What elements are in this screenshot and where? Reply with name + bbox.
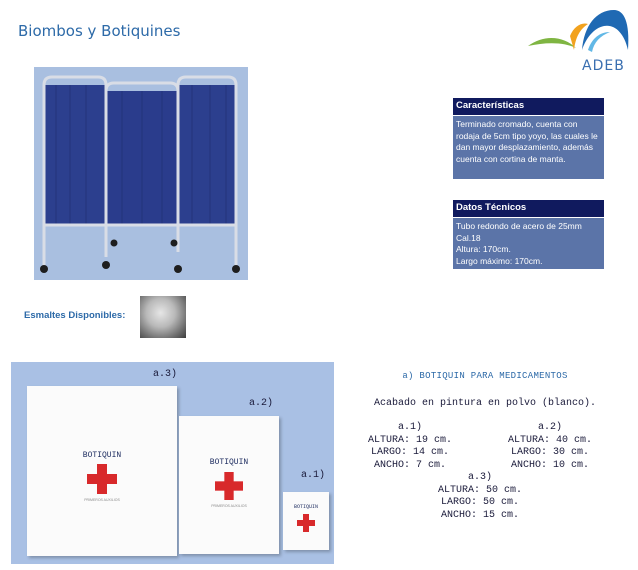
red-cross-icon: [297, 514, 315, 532]
spec-a2-largo: LARGO: 30 cm.: [510, 447, 589, 458]
kit-medium-label: BOTIQUIN: [209, 458, 249, 467]
chrome-swatch: [140, 296, 186, 338]
page-title: Biombos y Botiquines: [18, 22, 181, 40]
spec-finish: Acabado en pintura en polvo (blanco).: [373, 398, 597, 409]
logo-blue-swoosh: [582, 10, 628, 50]
datos-line: Altura: 170cm.: [456, 244, 511, 254]
datos-tecnicos-title: Datos Técnicos: [453, 200, 604, 218]
curtain-left: [44, 85, 106, 225]
red-cross-icon: [215, 472, 243, 500]
kit-medium: [179, 416, 279, 554]
spec-a2-altura: ALTURA: 40 cm.: [507, 434, 592, 446]
kit-tag-a2: a.2): [249, 398, 274, 409]
spec-heading: a) BOTIQUIN PARA MEDICAMENTOS: [402, 371, 568, 381]
logo-text: ADEB: [582, 58, 625, 74]
kit-large-sub: PRIMEROS AUXILIOS: [84, 498, 120, 502]
datos-line: Largo máximo: 170cm.: [456, 255, 543, 266]
esmaltes-label: Esmaltes Disponibles:: [24, 310, 126, 321]
spec-a2-ancho: ANCHO: 10 cm.: [510, 459, 589, 471]
kit-large-label: BOTIQUIN: [82, 451, 122, 460]
caracteristicas-title: Características: [453, 98, 604, 116]
spec-a2-tag: a.2): [537, 422, 562, 433]
folding-screen-illustration: [34, 67, 248, 280]
spec-a1-largo: LARGO: 14 cm.: [370, 447, 449, 458]
spec-a2: [490, 422, 610, 472]
spec-a3: [420, 472, 540, 522]
spec-a3-largo: LARGO: 50 cm.: [440, 497, 519, 508]
kit-tag-a3: a.3): [153, 369, 178, 380]
caracteristicas-text: Terminado cromado, cuenta con rodaja de 5cm tipo yoyo, las cuales le dan mayor desplazamiento, además cuenta con cortina de manta.: [456, 119, 598, 164]
spec-a1-tag: a.1): [397, 422, 422, 433]
kit-small: [283, 492, 329, 550]
spec-a3-altura: ALTURA: 50 cm.: [437, 484, 522, 496]
logo-green-swoosh: [528, 38, 576, 48]
datos-tecnicos-box: [453, 200, 604, 269]
red-cross-icon: [87, 464, 117, 494]
kit-medium-sub: PRIMEROS AUXILIOS: [211, 504, 247, 508]
caracteristicas-box: [453, 98, 604, 179]
spec-a3-tag: a.3): [467, 472, 492, 483]
spec-a1-altura: ALTURA: 19 cm.: [367, 434, 452, 446]
kit-tag-a1: a.1): [301, 470, 326, 481]
datos-line: Tubo redondo de acero de 25mm Cal.18: [456, 221, 582, 243]
first-aid-kits-photo: [11, 362, 334, 564]
folding-screen-photo: [34, 67, 248, 280]
kit-small-label: BOTIQUIN: [293, 504, 318, 510]
spec-a3-ancho: ANCHO: 15 cm.: [440, 509, 519, 521]
spec-a1-ancho: ANCHO: 7 cm.: [373, 459, 446, 471]
curtain-right: [178, 85, 236, 225]
datos-tecnicos-body: [453, 218, 604, 271]
spec-a1: [360, 422, 460, 472]
logo-lightblue-swoosh: [588, 32, 610, 52]
kit-large: [27, 386, 177, 556]
